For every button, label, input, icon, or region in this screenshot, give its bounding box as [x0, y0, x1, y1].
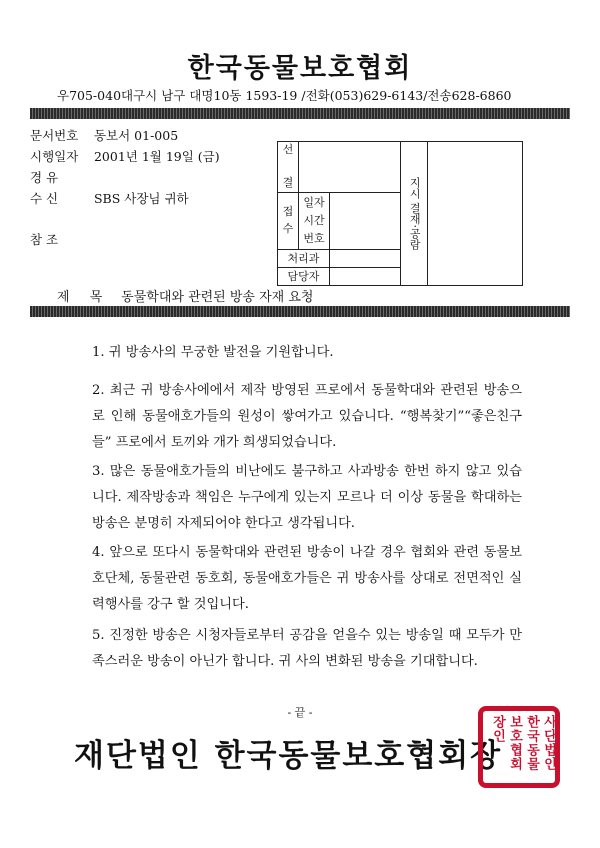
doc-number-value: 동보서 01-005	[93, 128, 179, 143]
number-field-label: 번호	[303, 231, 325, 245]
official-seal	[478, 706, 560, 788]
body-paragraph-3: 3. 많은 동물애호가들의 비난에도 불구하고 사과방송 한번 하지 않고 있습니다. 제작방송과 책임은 누구에게 있는지 모르나 더 이상 동물을 학대하는 방송은 분명히 자제되어야 한다고 생각됩니다.	[92, 464, 522, 531]
subject-value: 동물학대와 관련된 방송 자재 요청	[121, 290, 314, 305]
date-field-label: 일자	[303, 195, 325, 209]
body-paragraph-2: 2. 최근 귀 방송사에에서 제작 방영된 프로에서 동물학대와 관련된 방송으로 인해 동물애호가들의 원성이 쌓여가고 있습니다. “행복찾기”“좋은친구들” 프로에서 토끼와 개가 희생되었습니다.	[92, 383, 522, 450]
body-paragraph-5: 5. 진정한 방송은 시청자들로부터 공감을 얻을수 있는 방송일 때 모두가 만족스러운 방송이 아닌가 합니다. 귀 사의 변화된 방송을 기대합니다.	[92, 628, 522, 669]
jisi-gyeoljae-label: 지시 결재·공람	[401, 142, 428, 286]
header-divider	[30, 108, 570, 119]
subject-row	[57, 286, 313, 305]
seongyeol-cell	[299, 142, 401, 193]
body-paragraph-1: 1. 귀 방송사의 무궁한 발전을 기원합니다.	[92, 345, 334, 360]
jeopsu-cell	[330, 192, 401, 249]
subject-divider	[30, 306, 570, 317]
subject-label: 제 목	[57, 290, 111, 305]
signature-line: 재단법인 한국동물보호협회장	[74, 738, 503, 774]
body-paragraph-4: 4. 앞으로 또다시 동물학대와 관련된 방송이 나갈 경우 협회와 관련 동물보호단체, 동물관련 동호회, 동물애호가들은 귀 방송사를 상대로 전면적인 실력행사를 강구 할 것입니다.	[92, 545, 522, 612]
jeopsu-label: 접 수	[278, 192, 299, 249]
person-label: 담당자	[278, 267, 330, 285]
process-dept-label: 처리과	[278, 249, 330, 267]
jisi-gyeoljae-cell	[428, 142, 523, 286]
doc-number-row	[30, 126, 178, 144]
date-value: 2001년 1월 19일 (금)	[93, 149, 220, 164]
organization-title: 한국동물보호협회	[187, 53, 413, 84]
jeopsu-fields	[299, 192, 330, 249]
person-cell	[330, 267, 401, 285]
reference-label: 참 조	[30, 232, 59, 247]
approval-box	[277, 141, 523, 286]
via-row	[30, 168, 90, 186]
date-row	[30, 147, 220, 165]
organization-address: 우705-040대구시 남구 대명10동 1593-19 /전화(053)629-6143/전송628-6860	[57, 88, 512, 103]
date-label: 시행일자	[30, 149, 79, 164]
process-dept-cell	[330, 249, 401, 267]
recipient-label: 수 신	[30, 191, 59, 206]
via-label: 경 유	[30, 170, 59, 185]
reference-row	[30, 230, 90, 248]
seal-text: 사단법인한국동물보호협회장인	[490, 715, 556, 771]
seongyeol-label: 선 결	[278, 142, 299, 193]
recipient-value: SBS 사장님 귀하	[93, 191, 189, 206]
recipient-row	[30, 189, 189, 207]
doc-number-label: 문서번호	[30, 128, 79, 143]
end-mark: - 끝 -	[287, 706, 313, 719]
time-field-label: 시간	[303, 213, 325, 227]
